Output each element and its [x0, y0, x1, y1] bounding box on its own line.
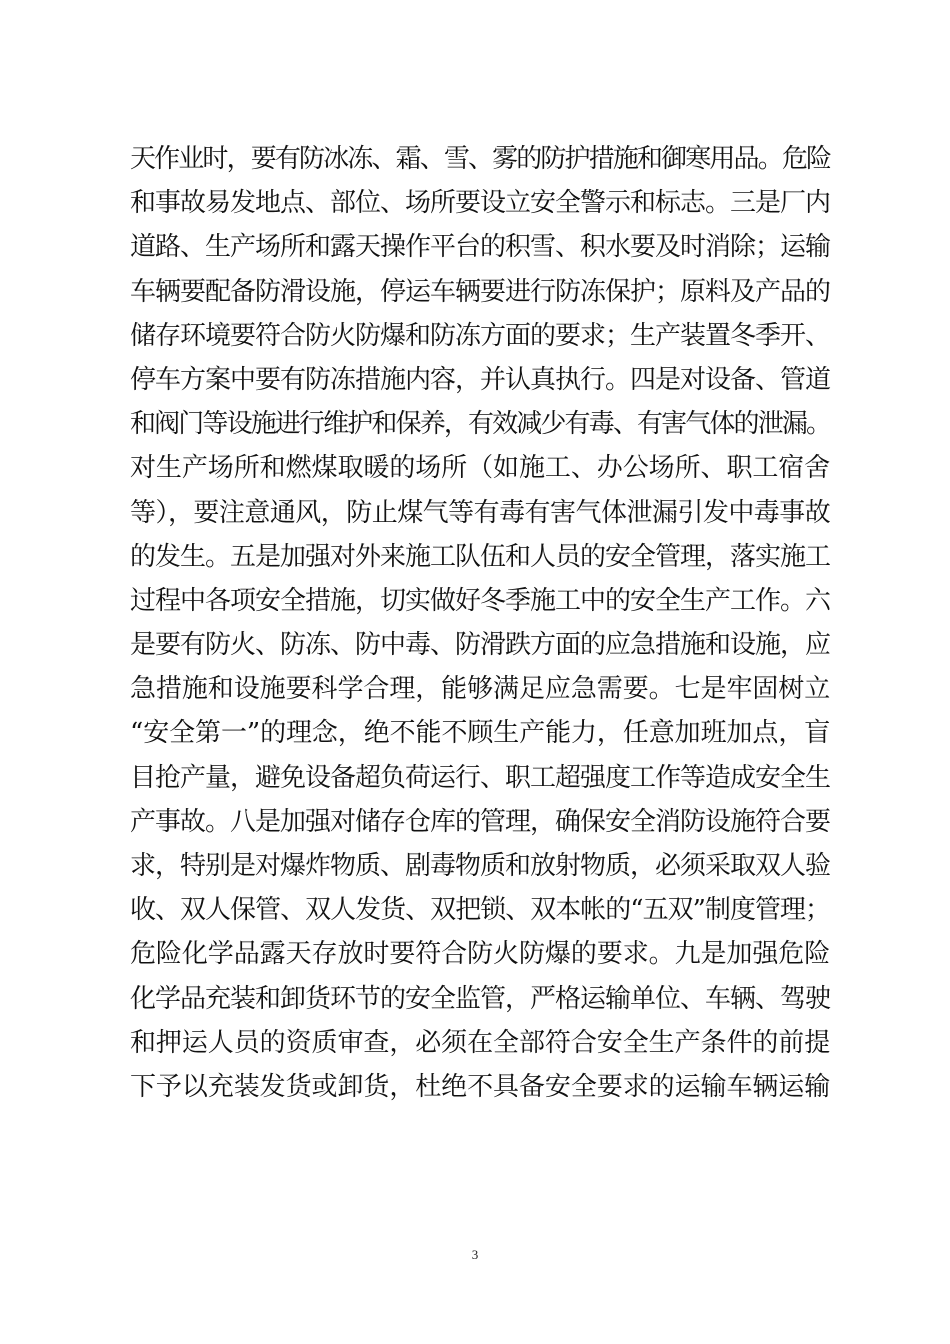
text-line: 车辆要配备防滑设施，停运车辆要进行防冻保护；原料及产品的 — [130, 276, 831, 307]
text-line: 储存环境要符合防火防爆和防冻方面的要求；生产装置冬季开、 — [130, 320, 831, 351]
text-line: 是要有防火、防冻、防中毒、防滑跌方面的应急措施和设施，应 — [130, 630, 831, 661]
text-line: 道路、生产场所和露天操作平台的积雪、积水要及时消除；运输 — [130, 232, 831, 263]
text-line: 天作业时，要有防冰冻、霜、雪、雾的防护措施和御寒用品。危险 — [130, 144, 830, 174]
page-number: 3 — [471, 1247, 479, 1262]
text-line: 化学品充装和卸货环节的安全监管，严格运输单位、车辆、驾驶 — [130, 983, 831, 1014]
text-line: “安全第一”的理念，绝不能不顾生产能力，任意加班加点，盲 — [130, 718, 830, 749]
text-line: 危险化学品露天存放时要符合防火防爆的要求。九是加强危险 — [130, 939, 830, 970]
text-line: 和阀门等设施进行维护和保养，有效减少有毒、有害气体的泄漏。 — [130, 409, 830, 440]
body-text — [130, 137, 830, 1109]
text-line: 下予以充装发货或卸货，杜绝不具备安全要求的运输车辆运输 — [130, 1071, 830, 1102]
text-line: 和押运人员的资质审查，必须在全部符合安全生产条件的前提 — [130, 1027, 830, 1058]
text-line: 产事故。八是加强对储存仓库的管理，确保安全消防设施符合要 — [130, 806, 831, 837]
text-line: 急措施和设施要科学合理，能够满足应急需要。七是牢固树立 — [130, 674, 830, 705]
text-line: 对生产场所和燃煤取暖的场所（如施工、办公场所、职工宿舍 — [130, 453, 830, 484]
text-line: 求，特别是对爆炸物质、剧毒物质和放射物质，必须采取双人验 — [130, 851, 831, 881]
text-line: 停车方案中要有防冻措施内容，并认真执行。四是对设备、管道 — [130, 364, 831, 395]
text-line: 目抢产量，避免设备超负荷运行、职工超强度工作等造成安全生 — [130, 762, 831, 793]
text-line: 和事故易发地点、部位、场所要设立安全警示和标志。三是厂内 — [130, 188, 831, 219]
text-line: 过程中各项安全措施，切实做好冬季施工中的安全生产工作。六 — [130, 585, 831, 616]
text-line: 等），要注意通风，防止煤气等有毒有害气体泄漏引发中毒事故 — [130, 497, 830, 528]
text-line: 的发生。五是加强对外来施工队伍和人员的安全管理，落实施工 — [130, 541, 831, 572]
text-line: 收、双人保管、双人发货、双把锁、双本帐的“五双”制度管理； — [130, 895, 830, 926]
